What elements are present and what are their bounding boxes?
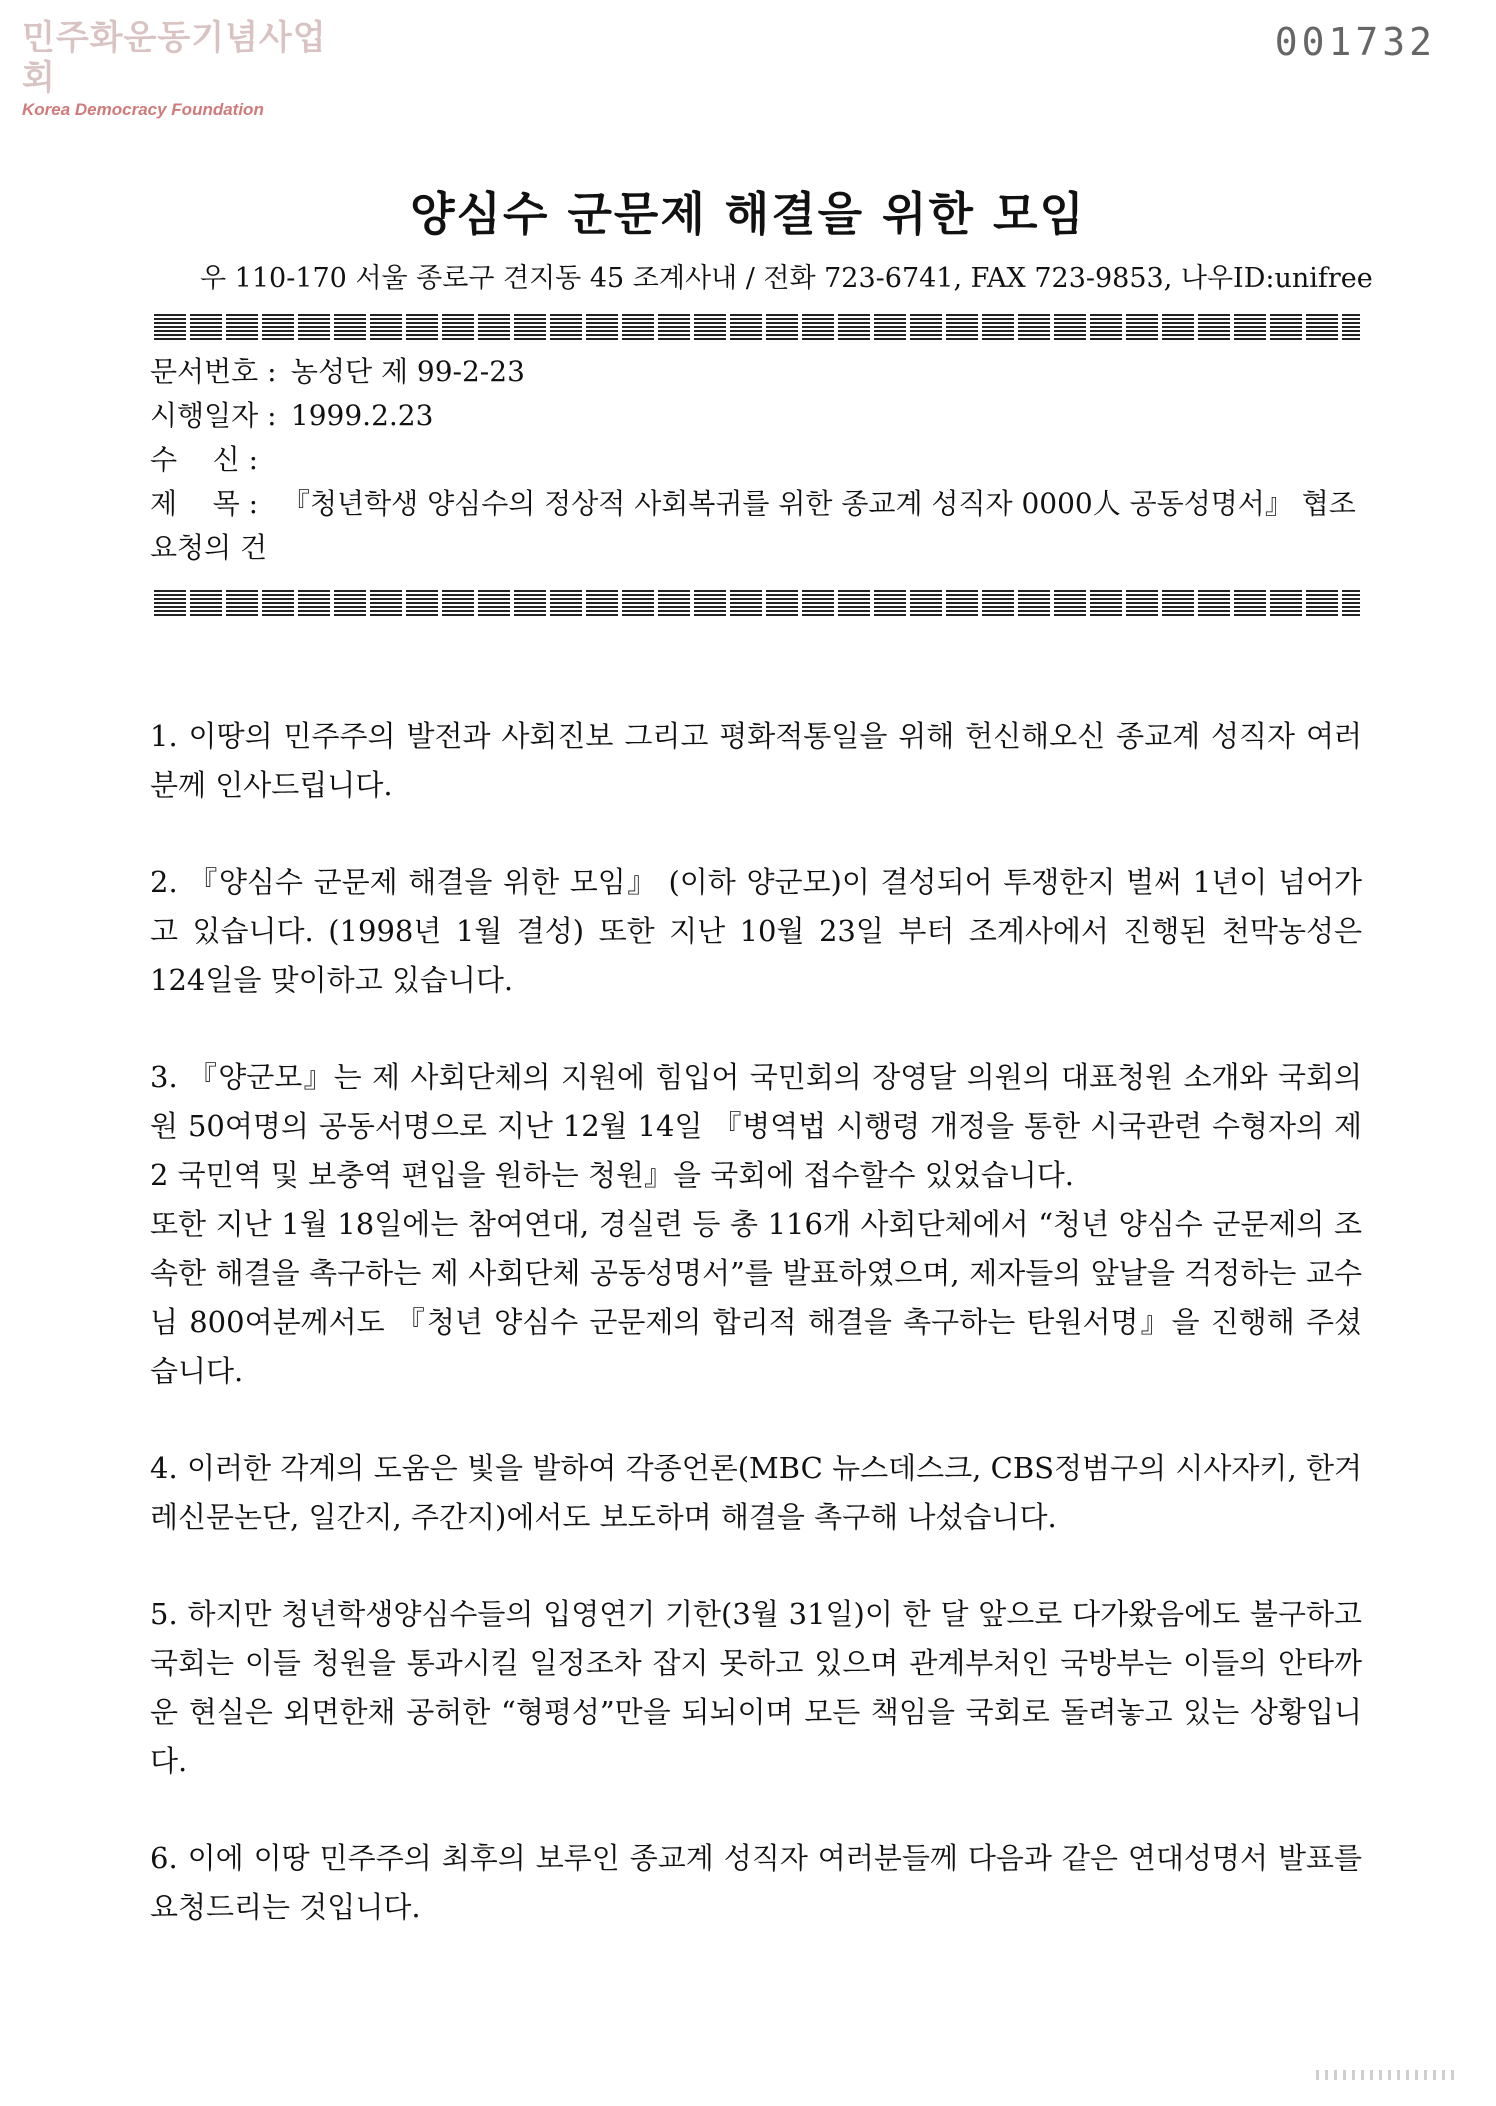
scan-noise: [1316, 2070, 1456, 2080]
date-value: 1999.2.23: [290, 399, 434, 432]
subject-value: 『청년학생 양심수의 정상적 사회복귀를 위한 종교계 성직자 0000人 공동성명서』 협조요청의 건: [150, 487, 1356, 564]
watermark-logo: [22, 18, 342, 120]
document-meta: [150, 350, 1370, 570]
watermark-korean: 민주화운동기념사업회: [22, 18, 327, 98]
doc-number-label: 문서번호 :: [150, 355, 277, 388]
meta-recipient: [150, 438, 1370, 482]
organization-title: 양심수 군문제 해결을 위한 모임: [410, 187, 1086, 241]
recipient-label: 수 신 :: [150, 443, 259, 476]
paragraph-4: 4. 이러한 각계의 도움은 빛을 발하여 각종언론(MBC 뉴스데스크, CBS정범구의 시사자키, 한겨레신문논단, 일간지, 주간지)에서도 보도하며 해결을 촉구해 나섰습니다.: [150, 1451, 1362, 1534]
meta-subject: [150, 482, 1370, 570]
meta-doc-number: [150, 350, 1370, 394]
document-number-stamp: 001732: [1274, 20, 1436, 64]
date-label: 시행일자 :: [150, 399, 277, 432]
divider-bottom: [150, 588, 1360, 616]
paragraph-5: 5. 하지만 청년학생양심수들의 입영연기 기한(3월 31일)이 한 달 앞으로 다가왔음에도 불구하고 국회는 이들 청원을 통과시킬 일정조차 잡지 못하고 있으며 관계부처인 국방부는 이들의 안타까운 현실은 외면한채 공허한 “형평성”만을 되뇌이며 모든 책임을 국회로 돌려놓고 있는 상황입니다.: [150, 1597, 1362, 1778]
paragraph-6: 6. 이에 이땅 민주주의 최후의 보루인 종교계 성직자 여러분들께 다음과 같은 연대성명서 발표를 요청드리는 것입니다.: [150, 1841, 1362, 1924]
letter-body: [150, 712, 1362, 1980]
meta-date: [150, 394, 1370, 438]
paragraph-1: 1. 이땅의 민주주의 발전과 사회진보 그리고 평화적통일을 위해 헌신해오신 종교계 성직자 여러분께 인사드립니다.: [150, 719, 1362, 802]
organization-address: 우 110-170 서울 종로구 견지동 45 조계사내 / 전화 723-6741, FAX 723-9853, 나우ID:unifree: [200, 263, 1373, 294]
doc-number-value: 농성단 제 99-2-23: [290, 355, 525, 388]
paragraph-3-continued: 또한 지난 1월 18일에는 참여연대, 경실련 등 총 116개 사회단체에서 “청년 양심수 군문제의 조속한 해결을 촉구하는 제 사회단체 공동성명서”를 발표하였으며, 제자들의 앞날을 걱정하는 교수님 800여분께서도 『청년 양심수 군문제의 합리적 해결을 촉구하는 탄원서명』을 진행해 주셨습니다.: [150, 1207, 1362, 1388]
subject-label: 제 목 :: [150, 487, 259, 520]
paragraph-3: 3. 『양군모』는 제 사회단체의 지원에 힘입어 국민회의 장영달 의원의 대표청원 소개와 국회의원 50여명의 공동서명으로 지난 12월 14일 『병역법 시행령 개정을 통한 시국관련 수형자의 제 2 국민역 및 보충역 편입을 원하는 청원』을 국회에 접수할수 있었습니다.: [150, 1060, 1362, 1192]
divider-top: [150, 312, 1360, 340]
watermark-english: Korea Democracy Foundation: [22, 100, 264, 119]
paragraph-2: 2. 『양심수 군문제 해결을 위한 모임』 (이하 양군모)이 결성되어 투쟁한지 벌써 1년이 넘어가고 있습니다. (1998년 1월 결성) 또한 지난 10월 23일 부터 조계사에서 진행된 천막농성은 124일을 맞이하고 있습니다.: [150, 865, 1362, 997]
